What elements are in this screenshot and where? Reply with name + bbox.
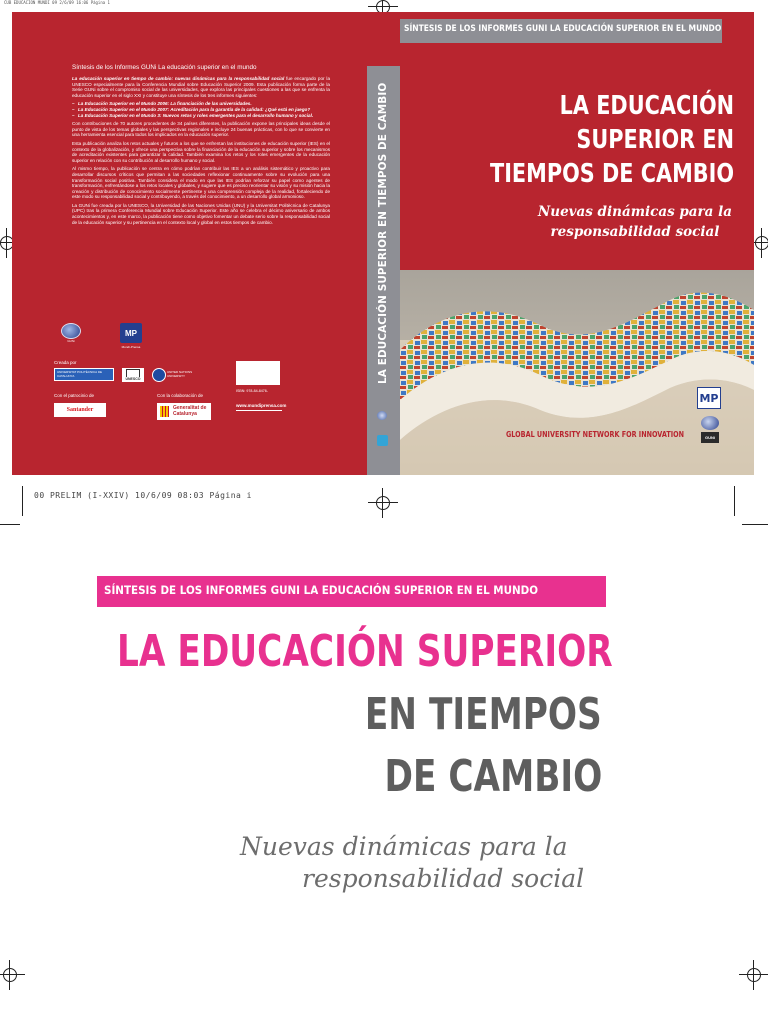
network-name: GLOBAL UNIVERSITY NETWORK FOR INNOVATION (506, 430, 685, 439)
print-header-top: CUB EDUCACION MUNDI 09 2/6/09 16:06 Página 1 (4, 0, 110, 5)
registration-mark-mid (376, 496, 390, 510)
unesco-temple-icon (126, 369, 140, 377)
mundi-prensa-logo-front: MP (697, 387, 721, 409)
unesco-label: UNESCO (125, 377, 141, 381)
unu-globe-icon (152, 368, 166, 382)
cover-spread (12, 12, 754, 475)
trim-mark (22, 486, 23, 516)
collaboration-label: Con la colaboración de (157, 393, 204, 398)
mundi-prensa-logo: MP (120, 323, 142, 343)
barcode-area (236, 361, 280, 385)
print-header-mid: 00 PRELIM (I-XXIV) 10/6/09 08:03 Página i (34, 491, 252, 500)
created-by-label: Creada por (54, 360, 77, 365)
santander-logo: Santander (54, 403, 106, 417)
back-bullet-list (72, 101, 330, 118)
front-title (490, 89, 734, 191)
back-intro: La educación superior en tiempo de cambio: nuevas dinámicas para la responsabilidad social (72, 76, 285, 81)
spine-publisher-icon (377, 435, 388, 446)
generalitat-logo: Generalitat de Catalunya (157, 403, 211, 420)
mundi-prensa-label: Mundi-Prensa (121, 345, 141, 349)
front-subtitle-line: responsabilidad social (550, 224, 720, 240)
unesco-logo (122, 368, 144, 382)
guni-logo-front: GUNi (701, 432, 719, 443)
trim-mark (734, 486, 735, 516)
back-cover (12, 12, 367, 475)
title-page-series-text: SÍNTESIS DE LOS INFORMES GUNI LA EDUCACIÓN SUPERIOR EN EL MUNDO (104, 583, 539, 597)
website-underline (236, 410, 282, 411)
publisher-website: www.mundiprensa.com (236, 403, 287, 408)
guni-label: GUNi (67, 339, 75, 343)
back-paragraph-2: Con contribuciones de 70 autores procedentes de 34 países diferentes, la publicación expone las principales ideas desde el punto de vista de los temas globales y las perspectivas regionales e incluye 24 buenas prácticas, con lo que se convierte en una herramienta esencial para todos los implicados en la educación superior. (72, 121, 330, 138)
registration-mark-right (755, 236, 768, 250)
spine-title: LA EDUCACIÓN SUPERIOR EN TIEMPOS DE CAMBIO (377, 82, 389, 384)
back-paragraph-4: Al mismo tiempo, la publicación se centra en cómo podrían contribuir las IES a un análisis sistemático y proactivo para desarrollar discursos críticos que permitan a las sociedades reflexionar continuamente sobre su evolución para una transformación social positiva. También considera el modo en que las IES podrían reforzar su papel como agentes de transformación, enfrentándose a los retos locales y globales, y sugiere que es preciso reorientar su visión y su misión hacia la creación y distribución de conocimiento socialmente pertinente y una comprensión compleja de la realidad, fortaleciendo de este modo su responsabilidad social y contribuyendo, a través del conocimiento, a un desarrollo global armonioso. (72, 166, 330, 200)
registration-mark-bottom-right (747, 968, 761, 982)
guni-globe-icon (61, 323, 81, 339)
front-series-text: SÍNTESIS DE LOS INFORMES GUNI LA EDUCACIÓN SUPERIOR EN EL MUNDO (404, 24, 722, 34)
back-paragraph-3: Esta publicación analiza los retos actuales y futuros a los que se enfrentan las instituciones de educación superior (IES) en el contexto de la globalización, y ofrece una perspectiva sobre la financiación de la educación superior y sobre los mecanismos de acreditación existentes para garantizar la calidad. También examina los retos y los roles emergentes de la educación superior en relación con su contribución al desarrollo humano y social. (72, 140, 330, 163)
front-subtitle-line: Nuevas dinámicas para la (537, 204, 732, 220)
trim-mark (742, 524, 768, 525)
sponsor-label: Con el patrocinio de (54, 393, 95, 398)
trim-mark (0, 524, 20, 525)
front-title-line: SUPERIOR EN (576, 125, 734, 155)
isbn-text: ISBN: 978-84-8476- (236, 389, 268, 393)
back-heading: Síntesis de los Informes GUNi La educación superior en el mundo (72, 64, 257, 71)
title-page-title-line-1: LA EDUCACIÓN SUPERIOR (117, 626, 613, 677)
title-page-subtitle-line-1: Nuevas dinámicas para la (240, 832, 568, 861)
title-page-title-line-3: DE CAMBIO (384, 751, 602, 802)
upc-logo: UNIVERSITAT POLITÈCNICA DE CATALUNYA (54, 368, 114, 381)
back-paragraph-1: fue encargado por la UNESCO especialmente para la Conferencia Mundial sobre Educación Superior 2009. Esta publicación forma parte de la Serie GUNi sobre el compromiso social de las universidades, que explora las principales cuestiones a las que se enfrenta la educación superior en el siglo XXI y constituye una síntesis de los tres informes siguientes: (72, 76, 330, 98)
back-bullet: – La Educación Superior en el Mundo 2007: Acreditación para la garantía de la calidad: ¿Qué está en juego? (78, 107, 330, 113)
unu-label: UNITED NATIONS UNIVERSITY (167, 370, 193, 378)
back-paragraph-5: La GUNi fue creada por la UNESCO, la Universidad de las Naciones Unidas (UNU) y la Universitat Politècnica de Catalunya (UPC) tras la primera Conferencia Mundial sobre Educación Superior. Este año se celebra el décimo aniversario de ambos acontecimientos y, en este marco, la publicación tiene como objetivo fomentar un debate serio sobre la responsabilidad social de la educación superior y su pertinencia en el contexto local y global en estos tiempos de cambio. (72, 202, 330, 225)
registration-mark-bottom-left (3, 968, 17, 982)
back-bullet: – La Educación Superior en el Mundo 2006: La financiación de las universidades. (78, 101, 330, 107)
back-paragraph (72, 76, 330, 98)
front-subtitle (538, 202, 732, 242)
guni-globe-icon-front (701, 416, 719, 430)
park-guell-bench-photo (400, 270, 754, 475)
spine-guni-icon (377, 411, 387, 420)
back-bullet: – La Educación Superior en el Mundo 3: Nuevos retos y roles emergentes para el desarrollo humano y social. (78, 113, 330, 119)
title-page-title-line-2: EN TIEMPOS (365, 689, 602, 740)
front-title-line: LA EDUCACIÓN (559, 91, 734, 121)
front-title-line: TIEMPOS DE CAMBIO (489, 159, 734, 189)
title-page-subtitle-line-2: responsabilidad social (302, 864, 585, 893)
back-body (72, 76, 330, 228)
